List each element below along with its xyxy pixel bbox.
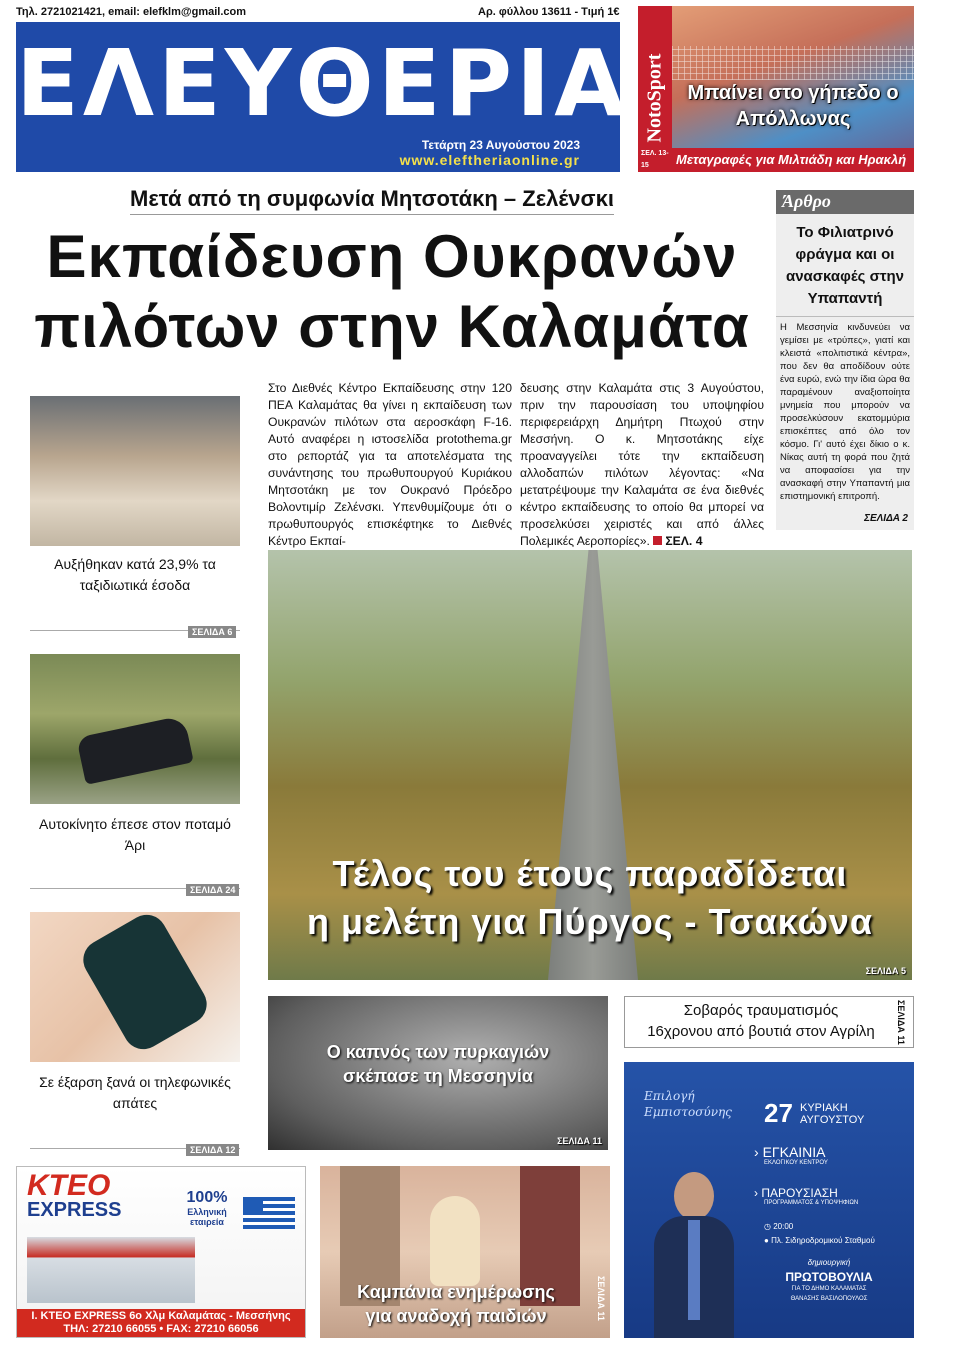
chevron-right-icon: › bbox=[754, 1186, 758, 1200]
foster-care-caption-line-2: για αναδοχή παιδιών bbox=[365, 1306, 547, 1326]
car-page-ref: ΣΕΛΙΔΑ 24 bbox=[186, 884, 239, 896]
opinion-body: Η Μεσσηνία κινδυνεύει να γεμίσει με «τρύπες», γιατί και κλειστά «πολιτιστικά κέντρα», που δεν θα αποδίδουν ούτε ένα ευρώ, ενώ την ίδια ώρα θα παραμένουν αναξιοποίητα μνημεία που μπορούν να προσελκύσουν εκατομμύρια επισκέπτες από όλο τον κόσμο. Γι' αυτό έχει δίκιο ο κ. Νίκας αυτή τη φορά που ζητά να αποφασίσει για την ανασκαφή στην Υπαπαντή μια επιστημονική επιτροπή. bbox=[780, 322, 910, 502]
campaign-advertisement[interactable] bbox=[624, 1062, 914, 1338]
tourism-page-ref: ΣΕΛΙΔΑ 6 bbox=[188, 626, 236, 638]
candidate-photo bbox=[654, 1172, 734, 1338]
campaign-item-2 bbox=[754, 1186, 858, 1206]
sport-strip bbox=[638, 148, 914, 172]
campaign-time-place bbox=[764, 1220, 875, 1248]
phone-caption[interactable]: Σε έξαρση ξανά οι τηλεφωνικές απάτες bbox=[39, 1074, 231, 1111]
campaign-date-line-1: ΚΥΡΙΑΚΗ bbox=[800, 1102, 848, 1114]
opinion-box[interactable] bbox=[776, 190, 914, 530]
campaign-name: ΘΑΝΑΣΗΣ ΒΑΣΙΛΟΠΟΥΛΟΣ bbox=[790, 1296, 868, 1302]
issue-date: Τετάρτη 23 Αυγούστου 2023 bbox=[421, 138, 580, 152]
campaign-date-line-2: ΑΥΓΟΥΣΤΟΥ bbox=[800, 1114, 865, 1126]
campaign-item-1 bbox=[754, 1144, 828, 1166]
kteo-line-1: I. ΚΤΕΟ EXPRESS 6ο Χλμ Καλαμάτας - Μεσσήνης bbox=[31, 1310, 291, 1322]
kteo-contact-strip bbox=[17, 1309, 305, 1337]
clock-icon: ◷ bbox=[764, 1222, 774, 1231]
kteo-brand-2: EXPRESS bbox=[27, 1199, 122, 1221]
opinion-page-ref: ΣΕΛΙΔΑ 2 bbox=[864, 513, 908, 524]
sport-title: Μπαίνει στο γήπεδο ο Απόλλωνας bbox=[687, 82, 899, 130]
smoke-caption-line-2: σκέπασε τη Μεσσηνία bbox=[343, 1066, 533, 1086]
kteo-percent: 100% bbox=[186, 1189, 228, 1206]
campaign-item-2-sub: ΠΡΟΓΡΑΜΜΑΤΟΣ & ΥΠΟΨΗΦΙΩΝ bbox=[764, 1200, 859, 1206]
campaign-time-text: 20:00 bbox=[773, 1222, 794, 1231]
foster-care-page-ref: ΣΕΛΙΔΑ 11 bbox=[596, 1276, 606, 1321]
chevron-right-icon: › bbox=[754, 1144, 759, 1160]
lead-column-2 bbox=[520, 380, 764, 550]
campaign-slogan: Επιλογή Εμπιστοσύνης bbox=[644, 1089, 732, 1119]
foster-care-photo[interactable] bbox=[320, 1166, 610, 1338]
smoke-caption bbox=[268, 1040, 608, 1088]
campaign-item-1-sub: ΕΚΛΟΓΙΚΟΥ ΚΕΝΤΡΟΥ bbox=[764, 1160, 828, 1166]
website-link[interactable]: www.eleftheriaonline.gr bbox=[399, 152, 580, 168]
road-photo[interactable] bbox=[268, 550, 912, 980]
tourism-photo bbox=[30, 396, 240, 546]
sport-teaser[interactable] bbox=[638, 6, 914, 172]
accident-page-ref: ΣΕΛΙΔΑ 11 bbox=[896, 999, 906, 1045]
kteo-percent-sub: Ελληνική εταιρεία bbox=[187, 1207, 227, 1227]
smoke-caption-line-1: Ο καπνός των πυρκαγιών bbox=[326, 1042, 550, 1062]
lead-column-1: Στο Διεθνές Κέντρο Εκπαίδευσης στην 120 ΠΕΑ Καλαμάτας θα γίνει η εκπαίδευση των Ουκρανών πιλότων στα αεροσκάφη F-16. Αυτό αναφέρει η ιστοσελίδα protothema.gr στο ρεπορτάζ για τα αποτελέσματα της συνάντησης του πρωθυπουργού Κυριάκου Μητσοτάκη με τον Ουκρανό Πρόεδρο Βολοντιμίρ Ζελένσκι. Υπενθυμίζουμε ότι ο πρωθυπουργός επισκέφτηκε το Διεθνές Κέντρο Εκπαί- bbox=[268, 381, 512, 548]
lead-headline-line-2: πιλότων στην Καλαμάτα bbox=[34, 293, 750, 360]
campaign-item-2-title: ΠΑΡΟΥΣΙΑΣΗ bbox=[761, 1186, 838, 1200]
contact-line: Τηλ. 2721021421, email: elefklm@gmail.com bbox=[16, 6, 247, 18]
lead-headline[interactable] bbox=[20, 222, 764, 362]
kteo-building-photo bbox=[27, 1237, 195, 1303]
car-shape bbox=[76, 715, 194, 785]
campaign-brand: ΠΡΩΤΟΒΟΥΛΙΑ bbox=[785, 1270, 873, 1284]
kteo-brand: ΚΤΕΟ bbox=[27, 1169, 111, 1202]
campaign-time bbox=[764, 1220, 875, 1234]
kteo-line-2: ΤΗΛ: 27210 66055 • FAX: 27210 66056 bbox=[63, 1323, 259, 1335]
masthead bbox=[16, 22, 630, 172]
phone-scam-photo bbox=[30, 912, 240, 1062]
campaign-date bbox=[800, 1102, 864, 1126]
greek-flag-icon bbox=[243, 1197, 295, 1229]
smoke-page-ref: ΣΕΛΙΔΑ 11 bbox=[557, 1136, 602, 1146]
sport-brand: NotoSport bbox=[643, 53, 666, 143]
tourism-caption[interactable]: Αυξήθηκαν κατά 23,9% τα ταξιδιωτικά έσοδα bbox=[54, 556, 216, 593]
volleyball-net-image bbox=[672, 46, 914, 80]
accident-line-2: 16χρονου από βουτιά στον Αγρίλη bbox=[647, 1023, 875, 1040]
road-caption-line-2: η μελέτη για Πύργος - Τσακώνα bbox=[306, 901, 874, 942]
child-figure bbox=[430, 1196, 480, 1286]
road-page-ref: ΣΕΛΙΔΑ 5 bbox=[865, 966, 906, 976]
newspaper-logo: ΕΛΕΥΘΕΡΙΑ bbox=[16, 30, 630, 137]
opinion-title: Το Φιλιατρινό φράγμα και οι ανασκαφές στην Υπαπαντή bbox=[776, 214, 914, 317]
campaign-small: δημιουργική bbox=[807, 1258, 851, 1267]
opinion-label: Άρθρο bbox=[776, 190, 914, 214]
accident-line-1: Σοβαρός τραυματισμός bbox=[683, 1002, 839, 1019]
road-caption bbox=[268, 850, 912, 946]
car-accident-photo bbox=[30, 654, 240, 804]
phone-page-ref: ΣΕΛΙΔΑ 12 bbox=[186, 1144, 239, 1156]
lead-column-2-text: δευσης στην Καλαμάτα στις 3 Αυγούστου, πριν την παρουσίαση του υποψηφίου περιφερειάρχη Δημήτρη Πτωχού στην Μεσσήνη. Ο κ. Μητσοτάκης είχε προαναγγείλει τότε την εκπαίδευση αλλοδαπών πιλότων λέγοντας: «Να μετατρέψουμε την Καλαμάτα σε ένα διεθνές κέντρο εκπαίδευσης το οποίο θα μπορεί να προσελκύσει χειριστές και από άλλες Πολεμικές Αεροπορίες». bbox=[520, 381, 764, 548]
candidate-tie bbox=[688, 1220, 700, 1320]
flag-canton bbox=[243, 1197, 263, 1215]
road-caption-line-1: Τέλος του έτους παραδίδεται bbox=[332, 853, 848, 894]
lead-headline-line-1: Εκπαίδευση Ουκρανών bbox=[46, 223, 738, 290]
sport-pages: ΣΕΛ. 13-15 bbox=[641, 150, 669, 169]
campaign-item-1-title: ΕΓΚΑΙΝΙΑ bbox=[762, 1144, 826, 1160]
phone-shape bbox=[76, 908, 214, 1057]
foster-care-caption bbox=[320, 1280, 592, 1328]
car-caption[interactable]: Αυτοκίνητο έπεσε στον ποταμό Άρι bbox=[39, 816, 231, 853]
smoke-satellite-photo[interactable] bbox=[268, 996, 608, 1150]
foster-care-caption-line-1: Καμπάνια ενημέρωσης bbox=[357, 1282, 555, 1302]
campaign-brand-sub: ΓΙΑ ΤΟ ΔΗΜΟ ΚΑΛΑΜΑΤΑΣ bbox=[791, 1286, 867, 1292]
campaign-place-text: Πλ. Σιδηροδρομικού Σταθμού bbox=[771, 1236, 875, 1245]
lead-kicker: Μετά από τη συμφωνία Μητσοτάκη – Ζελένσκι bbox=[130, 186, 614, 215]
location-pin-icon: ● bbox=[764, 1236, 772, 1245]
sport-strip-text: Μεταγραφές για Μιλτιάδη και Ηρακλή bbox=[676, 152, 907, 167]
issue-line: Αρ. φύλλου 13611 - Τιμή 1€ bbox=[478, 6, 620, 18]
campaign-day: 27 bbox=[764, 1098, 793, 1128]
kteo-advertisement[interactable] bbox=[16, 1166, 306, 1338]
candidate-head bbox=[674, 1172, 714, 1220]
campaign-place bbox=[764, 1234, 875, 1248]
diving-accident-box[interactable] bbox=[624, 996, 914, 1048]
lead-page-ref[interactable]: ΣΕΛ. 4 bbox=[653, 534, 702, 548]
